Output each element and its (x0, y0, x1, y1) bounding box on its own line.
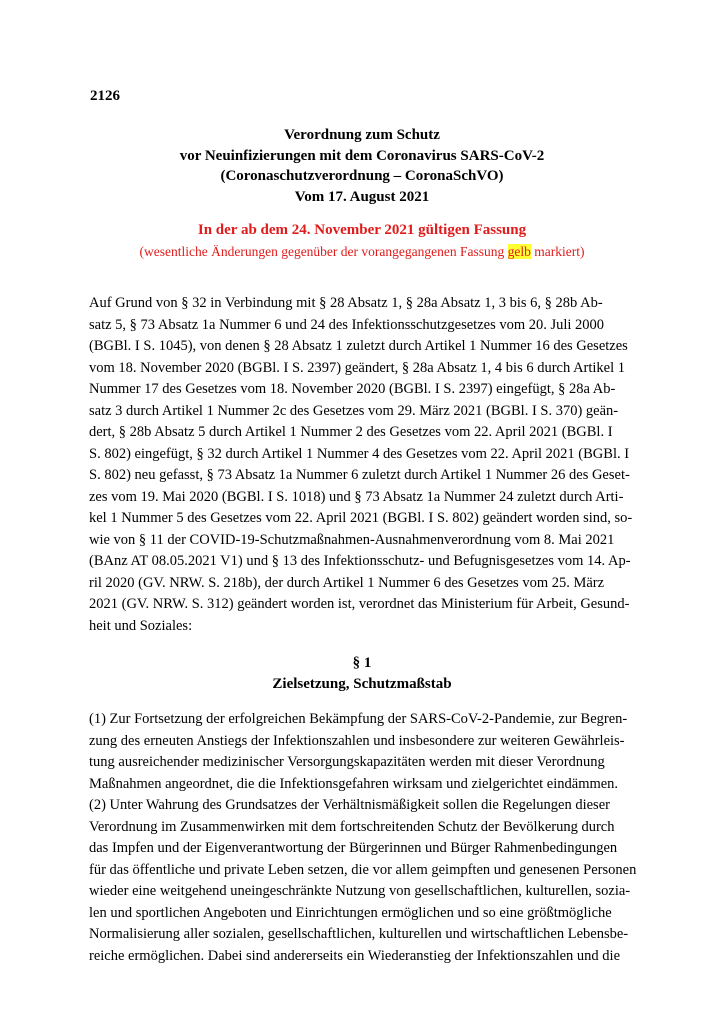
preamble-line: dert, § 28b Absatz 5 durch Artikel 1 Nummer 2 des Gesetzes vom 22. April 2021 (BGBl. I (89, 424, 613, 440)
preamble-line: heit und Soziales: (89, 617, 193, 634)
section-heading: Zielsetzung, Schutzmaßstab (272, 676, 452, 692)
title-line: vor Neuinfizierungen mit dem Coronavirus SARS-CoV-2 (179, 147, 545, 164)
preamble (89, 293, 634, 637)
preamble-line: S. 802) eingefügt, § 32 durch Artikel 1 Nummer 4 des Gesetzes vom 22. April 2021 (BGBl. I (89, 445, 630, 462)
document-number: 2126 (90, 88, 120, 104)
document-title (0, 125, 724, 207)
preamble-line: (BGBl. I S. 1045), von denen § 28 Absatz 1 zuletzt durch Artikel 1 Nummer 16 des Gesetzes (89, 338, 628, 354)
section-line: für das öffentliche und private Leben setzen, die vor allem geimpften und genesenen Personen (89, 861, 637, 878)
preamble-line: ril 2020 (GV. NRW. S. 218b), der durch Artikel 1 Nummer 6 des Gesetzes vom 25. März (89, 574, 605, 591)
preamble-line: satz 5, § 73 Absatz 1a Nummer 6 und 24 des Infektionsschutzgesetzes vom 20. Juli 2000 (89, 316, 605, 333)
section-line: wieder eine weitgehend uneingeschränkte Nutzung von gesellschaftlichen, kulturellen, sozia- (89, 883, 631, 899)
section-line: zung des erneuten Anstiegs der Infektionszahlen und insbesondere zur weiteren Gewährleis- (89, 732, 625, 749)
preamble-line: vom 18. November 2020 (BGBl. I S. 2397) geändert, § 28a Absatz 1, 4 bis 6 durch Artikel 1 (89, 359, 626, 376)
preamble-line: satz 3 durch Artikel 1 Nummer 2c des Gesetzes vom 29. März 2021 (BGBl. I S. 370) geän- (89, 402, 619, 419)
version-note-text: (wesentliche Änderungen gegenüber der vorangegangenen Fassung (139, 244, 508, 259)
title-date: Vom 17. August 2021 (294, 188, 430, 205)
section-header (0, 653, 724, 695)
preamble-line: wie von § 11 der COVID-19-Schutzmaßnahmen-Ausnahmenverordnung vom 8. Mai 2021 (89, 531, 615, 548)
section-number: § 1 (352, 655, 372, 671)
version-line: In der ab dem 24. November 2021 gültigen Fassung (197, 222, 527, 238)
title-line: (Coronaschutzverordnung – CoronaSchVO) (220, 168, 504, 184)
section-body (89, 709, 637, 967)
section-line: (2) Unter Wahrung des Grundsatzes der Verhältnismäßigkeit sollen die Regelungen dieser (89, 797, 610, 813)
section-line: (1) Zur Fortsetzung der erfolgreichen Bekämpfung der SARS-CoV-2-Pandemie, zur Begren- (89, 711, 628, 727)
preamble-line: (BAnz AT 08.05.2021 V1) und § 13 des Infektionsschutz- und Befugnisgesetzes vom 14. Ap- (89, 553, 631, 569)
highlight-marker: gelb (507, 244, 531, 259)
section-line: Verordnung im Zusammenwirken mit dem fortschreitenden Schutz der Bevölkerung durch (89, 818, 615, 835)
preamble-line: S. 802) neu gefasst, § 73 Absatz 1a Nummer 6 zuletzt durch Artikel 1 Nummer 26 des Geset- (89, 467, 630, 483)
section-line: Normalisierung aller sozialen, gesellschaftlichen, kulturellen und wirtschaftlichen Lebensbe- (89, 926, 629, 942)
section-line: Maßnahmen angeordnet, die die Infektionsgefahren wirksam und zielgerichtet eindämmen. (89, 775, 619, 792)
preamble-line: 2021 (GV. NRW. S. 312) geändert worden ist, verordnet das Ministerium für Arbeit, Gesund- (89, 596, 630, 612)
section-line: das Impfen und der Eigenverantwortung der Bürgerinnen und Bürger Rahmenbedingungen (89, 840, 618, 856)
section-line: reiche ermöglichen. Dabei sind andererseits ein Wiederanstieg der Infektionszahlen und die (89, 947, 621, 964)
preamble-line: Auf Grund von § 32 in Verbindung mit § 28 Absatz 1, § 28a Absatz 1, 3 bis 6, § 28b Ab- (89, 295, 603, 311)
version-note-text: markiert) (530, 244, 585, 259)
title-line: Verordnung zum Schutz (284, 127, 440, 143)
section-line: tung ausreichender medizinischer Versorgungskapazitäten werden mit dieser Verordnung (89, 754, 605, 770)
section-line: len und sportlichen Angeboten und Einrichtungen ermöglichen und so eine größtmögliche (89, 904, 612, 921)
preamble-line: Nummer 17 des Gesetzes vom 18. November 2020 (BGBl. I S. 2397) eingefügt, § 28a Ab- (89, 381, 616, 397)
preamble-line: kel 1 Nummer 5 des Gesetzes vom 22. April 2021 (BGBl. I S. 802) geändert worden sind, so- (89, 510, 633, 526)
version-note (0, 244, 724, 260)
preamble-line: zes vom 19. Mai 2020 (BGBl. I S. 1018) und § 73 Absatz 1a Nummer 24 zuletzt durch Arti- (89, 488, 624, 505)
